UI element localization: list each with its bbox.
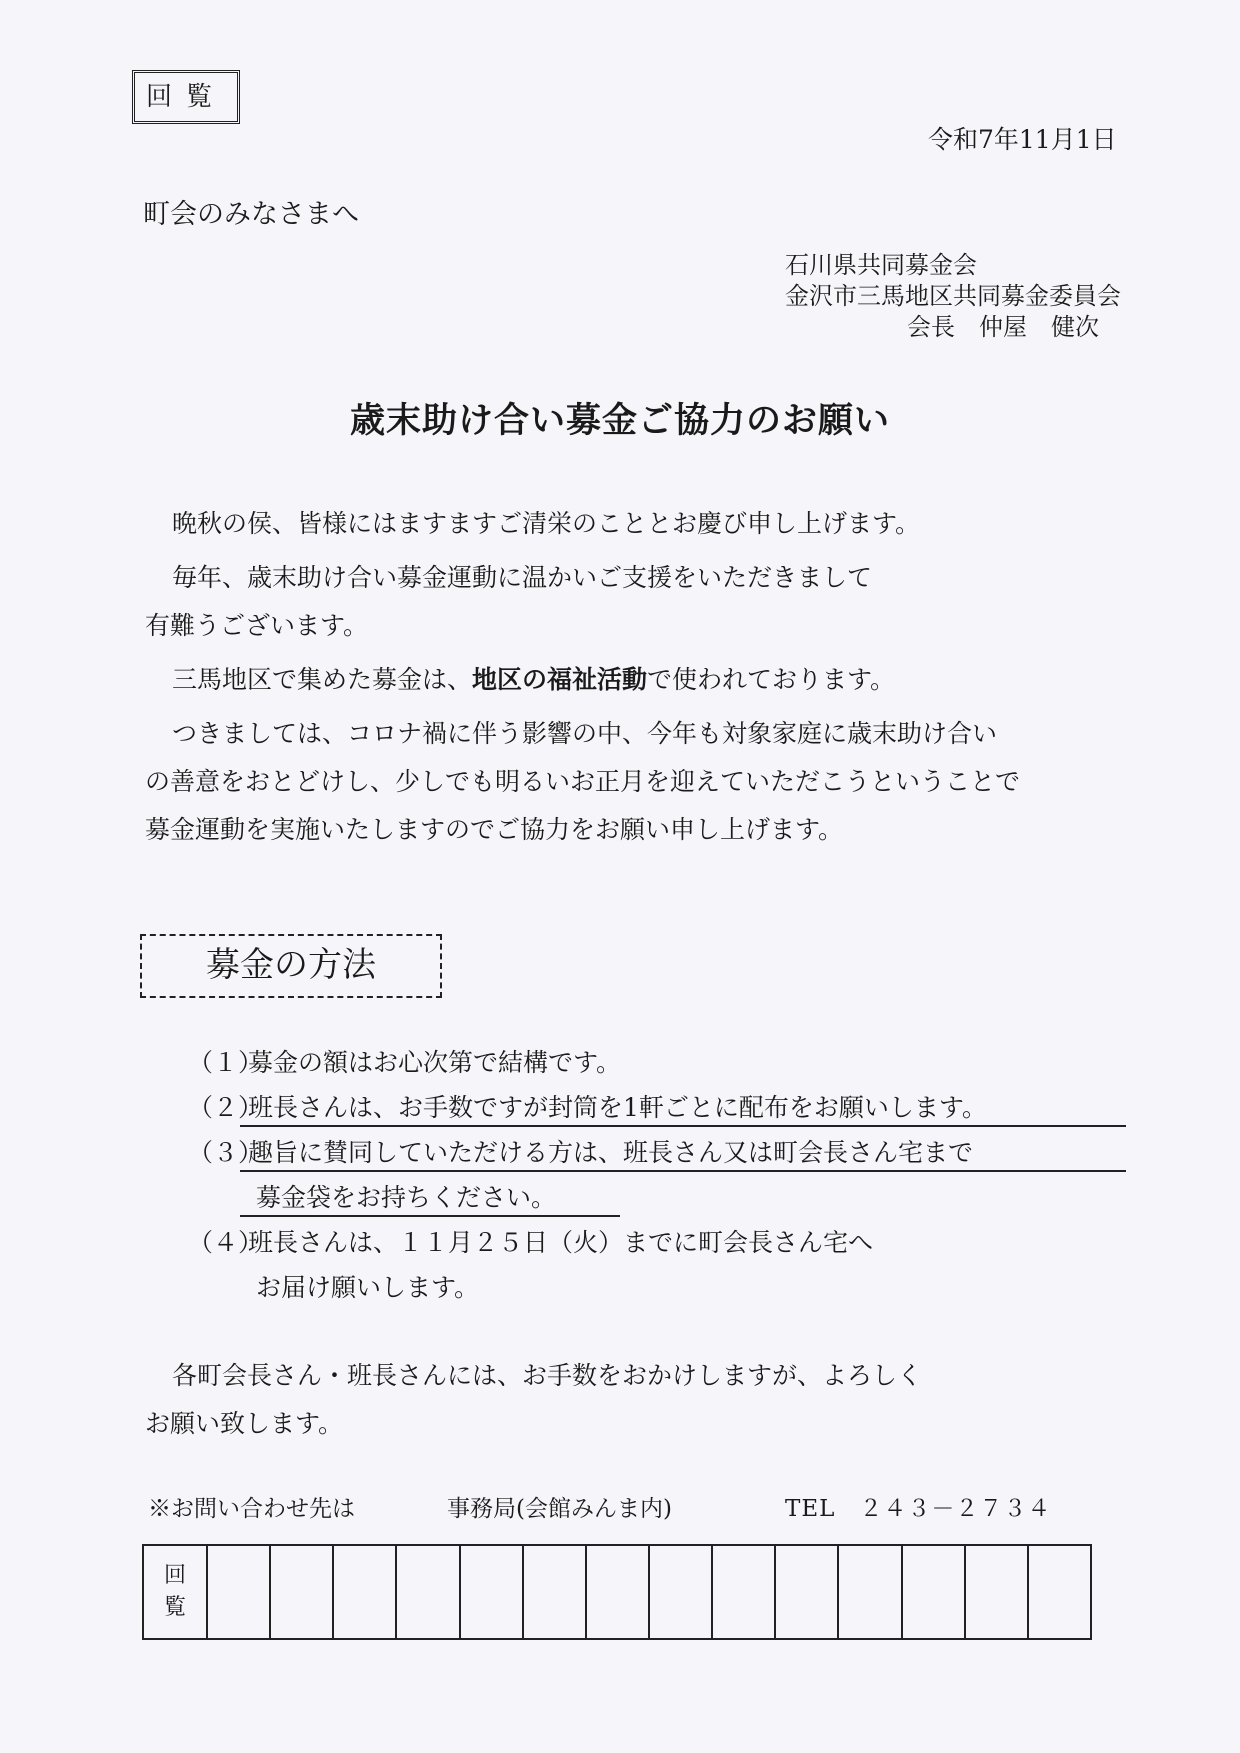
stamp-label-bottom: 覧 xyxy=(163,1595,186,1620)
stamp-cell xyxy=(1027,1546,1090,1638)
stamp-table-label xyxy=(144,1546,206,1638)
method-item-3-number: （３） xyxy=(188,1138,264,1167)
body-paragraph-4b: の善意をおとどけし、少しでも明るいお正月を迎えていただこうということで xyxy=(145,767,1021,796)
method-item-3-text: 趣旨に賛同していただける方は、班長さん又は町会長さん宅まで xyxy=(248,1138,974,1167)
method-list xyxy=(188,1040,987,1310)
method-item-4-number: （４） xyxy=(188,1228,264,1257)
stamp-cell xyxy=(585,1546,648,1638)
method-item-3 xyxy=(188,1130,987,1175)
contact-tel: TEL ２４３－２７３４ xyxy=(785,1496,1052,1522)
sender-org1: 石川県共同募金会 xyxy=(785,251,977,279)
method-item-2 xyxy=(188,1085,987,1130)
stamp-cell xyxy=(837,1546,900,1638)
body-paragraph-2b: 有難うございます。 xyxy=(145,611,369,640)
contact-label: ※お問い合わせ先は xyxy=(148,1496,355,1522)
stamp-cell xyxy=(332,1546,395,1638)
stamp-cell xyxy=(711,1546,774,1638)
underline xyxy=(240,1215,620,1217)
body-paragraph-1: 晩秋の侯、皆様にはますますご清栄のこととお慶び申し上げます。 xyxy=(172,509,921,538)
method-item-1 xyxy=(188,1040,987,1085)
page-title: 歳末助け合い募金ご協力のお願い xyxy=(349,401,890,441)
issue-date: 令和7年11月1日 xyxy=(928,125,1117,154)
stamp-cell xyxy=(964,1546,1027,1638)
stamp-cell xyxy=(269,1546,332,1638)
body-paragraph-3-bold: 地区の福祉活動 xyxy=(472,665,648,694)
stamp-cell xyxy=(206,1546,269,1638)
method-item-4-text: 班長さんは、１１月２５日（火）までに町会長さん宅へ xyxy=(248,1228,874,1257)
stamp-cell xyxy=(459,1546,522,1638)
addressee: 町会のみなさまへ xyxy=(143,199,359,230)
method-item-2-text: 班長さんは、お手数ですが封筒を1軒ごとに配布をお願いします。 xyxy=(248,1093,987,1122)
circulation-stamp-table xyxy=(142,1544,1092,1640)
stamp-cell xyxy=(522,1546,585,1638)
body-paragraph-2a: 毎年、歳末助け合い募金運動に温かいご支援をいただきまして xyxy=(172,563,873,592)
method-item-2-number: （２） xyxy=(188,1093,264,1122)
closing-text xyxy=(145,1352,922,1448)
kairan-label-box: 回覧 xyxy=(132,70,240,124)
sender-representative: 会長 仲屋 健次 xyxy=(907,313,1099,341)
body-paragraph-4c: 募金運動を実施いたしますのでご協力をお願い申し上げます。 xyxy=(145,815,844,844)
sender-org2: 金沢市三馬地区共同募金委員会 xyxy=(785,282,1121,310)
method-item-1-number: （１） xyxy=(188,1048,264,1077)
body-paragraph-3-post: で使われております。 xyxy=(647,665,896,694)
body-paragraph-4a: つきましては、コロナ禍に伴う影響の中、今年も対象家庭に歳末助け合い xyxy=(172,719,998,748)
body-paragraph-3 xyxy=(145,656,1125,704)
closing-line-1: 各町会長さん・班長さんには、お手数をおかけしますが、よろしく xyxy=(172,1361,923,1390)
method-item-3-continuation xyxy=(188,1175,987,1220)
underline xyxy=(240,1170,1126,1172)
stamp-cell xyxy=(901,1546,964,1638)
method-item-4-continuation: お届け願いします。 xyxy=(256,1273,480,1302)
closing-line-2: お願い致します。 xyxy=(145,1409,344,1438)
method-heading: 募金の方法 xyxy=(140,934,442,998)
stamp-cell xyxy=(774,1546,837,1638)
body-text xyxy=(145,500,1125,860)
stamp-label-top: 回 xyxy=(163,1563,186,1588)
stamp-cell xyxy=(648,1546,711,1638)
method-item-3-cont-text: 募金袋をお持ちください。 xyxy=(256,1183,557,1212)
sender-block xyxy=(785,250,1121,343)
method-item-4 xyxy=(188,1220,987,1265)
contact-office: 事務局(会館みんま内) xyxy=(447,1496,672,1522)
body-paragraph-3-pre: 三馬地区で集めた募金は、 xyxy=(172,665,473,694)
stamp-cell xyxy=(395,1546,458,1638)
method-item-1-text: 募金の額はお心次第で結構です。 xyxy=(248,1048,622,1077)
underline xyxy=(240,1125,1126,1127)
